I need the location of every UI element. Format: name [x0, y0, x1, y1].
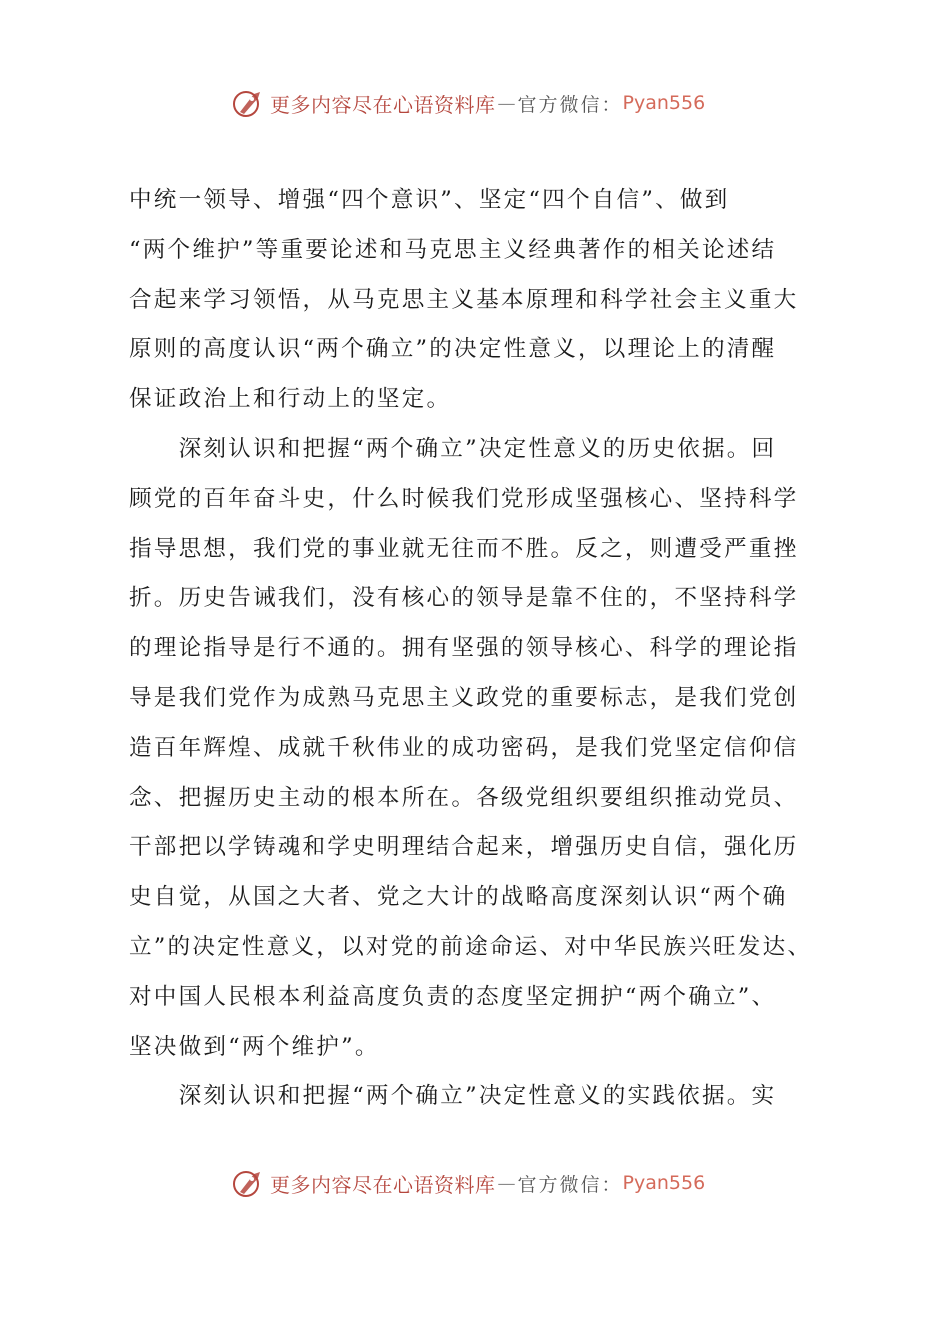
text-line: 的理论指导是行不通的。拥有坚强的领导核心、科学的理论指: [129, 635, 799, 662]
text-line: 中统一领导、增强“四个意识”、坚定“四个自信”、做到: [129, 187, 730, 213]
pen-nib-logo-icon: [232, 1166, 266, 1200]
footer-wechat-id: Pyan556: [622, 1172, 706, 1194]
text-line: 深刻认识和把握“两个确立”决定性意义的历史依据。回: [129, 435, 777, 462]
header-wechat-id: Pyan556: [622, 92, 706, 114]
text-line: 指导思想，我们党的事业就无往而不胜。反之，则遭受严重挫: [129, 535, 799, 562]
footer-banner: [232, 1166, 705, 1200]
footer-wechat-label: 官方微信：: [517, 1173, 623, 1196]
text-line: 坚决做到“两个维护”。: [129, 1033, 380, 1060]
text-line: “两个维护”等重要论述和马克思主义经典著作的相关论述结: [129, 236, 777, 263]
header-banner: [232, 86, 705, 120]
text-line: 顾党的百年奋斗史，什么时候我们党形成坚强核心、坚持科学: [129, 485, 799, 512]
footer-site-text: 更多内容尽在心语资料库: [270, 1172, 496, 1197]
pen-nib-logo-icon: [232, 86, 266, 120]
paragraph: [129, 1072, 849, 1122]
header-dash: —: [497, 92, 516, 114]
text-line: 折。历史告诫我们，没有核心的领导是靠不住的，不坚持科学: [129, 585, 799, 612]
paragraph: [129, 176, 849, 425]
text-line: 保证政治上和行动上的坚定。: [129, 386, 452, 413]
text-line: 对中国人民根本利益高度负责的态度坚定拥护“两个确立”、: [129, 983, 777, 1010]
text-line: 合起来学习领悟，从马克思主义基本原理和科学社会主义重大: [129, 286, 799, 313]
document-body: [129, 176, 849, 1122]
text-line: 导是我们党作为成熟马克思主义政党的重要标志，是我们党创: [129, 684, 799, 711]
text-line: 原则的高度认识“两个确立”的决定性意义，以理论上的清醒: [129, 336, 777, 363]
header-wechat-label: 官方微信：: [517, 93, 623, 116]
footer-dash: —: [497, 1172, 516, 1194]
text-line: 史自觉，从国之大者、党之大计的战略高度深刻认识“两个确: [129, 884, 788, 911]
paragraph: [129, 425, 849, 1072]
text-line: 干部把以学铸魂和学史明理结合起来，增强历史自信，强化历: [129, 834, 799, 861]
header-site-text: 更多内容尽在心语资料库: [270, 92, 496, 117]
text-line: 立”的决定性意义，以对党的前途命运、对中华民族兴旺发达、: [129, 933, 813, 960]
text-line: 念、把握历史主动的根本所在。各级党组织要组织推动党员、: [129, 784, 799, 811]
text-line: 深刻认识和把握“两个确立”决定性意义的实践依据。实: [129, 1083, 777, 1110]
text-line: 造百年辉煌、成就千秋伟业的成功密码，是我们党坚定信仰信: [129, 734, 799, 761]
